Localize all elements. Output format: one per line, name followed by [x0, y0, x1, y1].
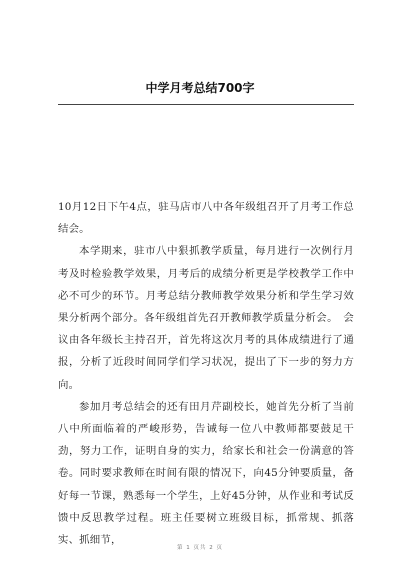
- paragraph-2: 本学期来，驻市八中狠抓教学质量，每月进行一次例行月考及时检验教学效果，月考后的成绩分析更是学校教学工作中必不可少的环节。月考总结分教师教学效果分析和学生学习效果分析两个部分。各年级组首先召开教师教学质量分析会。 会议由各年级长主持召开，首先将这次月考的具体成绩进行了通报，分析了近段时间同学们学习状况，提出了下一步的努力方向。: [58, 245, 354, 391]
- page-number-footer: 第 1 页共 2 页: [177, 545, 223, 551]
- title-divider: [58, 104, 354, 105]
- document-body: [58, 196, 354, 551]
- paragraph-1: 10月12日下午4点，驻马店市八中各年级组召开了月考工作总结会。: [58, 201, 354, 236]
- document-title: 中学月考总结700字: [145, 81, 255, 95]
- paragraph-3: 参加月考总结会的还有田月芹副校长，她首先分析了当前八中所面临着的严峻形势，告诫每一位八中教师都要鼓足干劲，努力工作，证明自身的实力，给家长和社会一份满意的答卷。同时要求教师在时间有限的情况下，向45分钟要质量，备好每一节课，熟悉每一个学生，上好45分钟，从作业和考试反馈中反思教学过程。班主任要树立班级目标，抓常规、抓落实、抓细节，: [58, 400, 354, 547]
